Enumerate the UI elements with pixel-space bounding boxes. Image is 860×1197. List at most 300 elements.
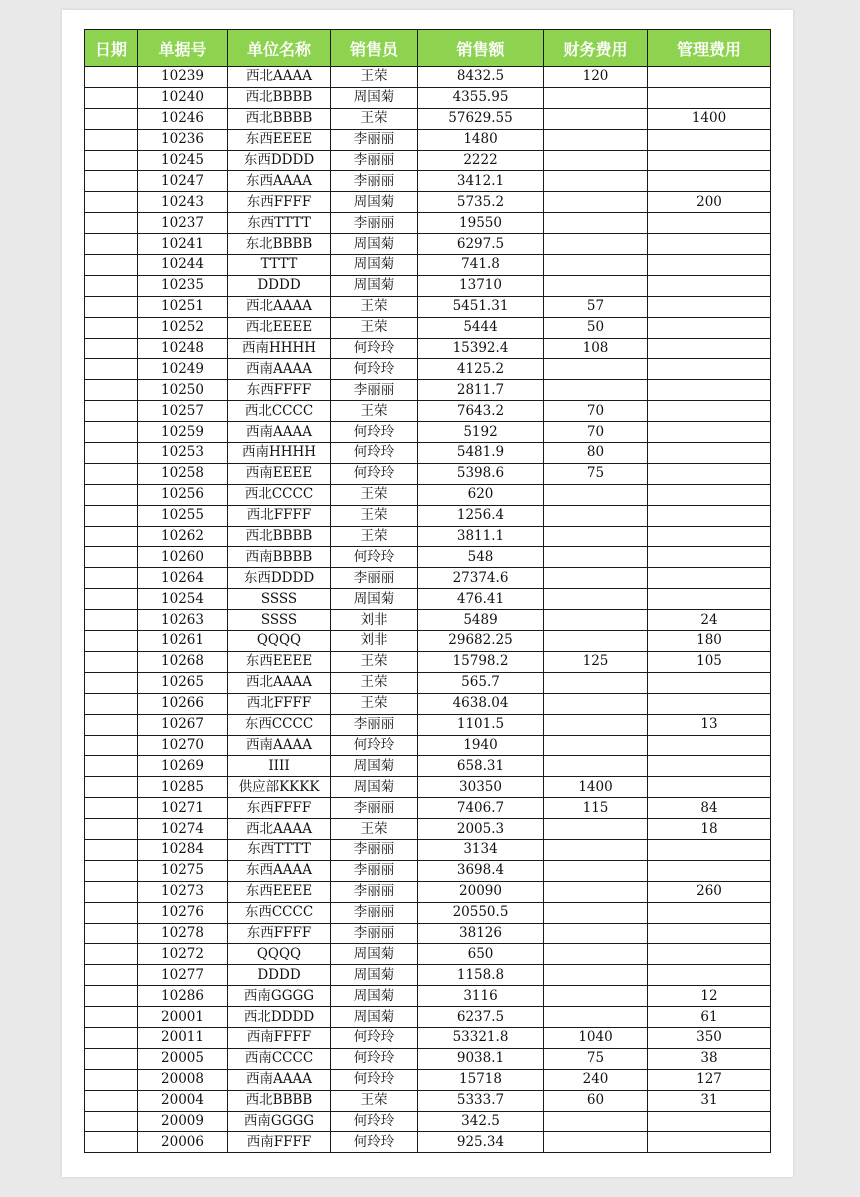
cell-unit-name[interactable]: 东西EEEE — [228, 651, 331, 672]
cell-doc-no[interactable]: 10250 — [138, 380, 228, 401]
cell-doc-no[interactable]: 10235 — [138, 275, 228, 296]
cell-date[interactable] — [85, 484, 138, 505]
cell-admin-cost[interactable] — [648, 380, 771, 401]
cell-sales-amount[interactable]: 15392.4 — [418, 338, 544, 359]
cell-finance-cost[interactable] — [544, 1132, 648, 1153]
cell-salesperson[interactable]: 周国菊 — [331, 986, 418, 1007]
cell-doc-no[interactable]: 10245 — [138, 150, 228, 171]
cell-admin-cost[interactable]: 61 — [648, 1007, 771, 1028]
cell-finance-cost[interactable]: 57 — [544, 296, 648, 317]
cell-salesperson[interactable]: 何玲玲 — [331, 443, 418, 464]
cell-finance-cost[interactable]: 75 — [544, 463, 648, 484]
cell-salesperson[interactable]: 王荣 — [331, 819, 418, 840]
cell-unit-name[interactable]: SSSS — [228, 589, 331, 610]
cell-sales-amount[interactable]: 3134 — [418, 839, 544, 860]
cell-admin-cost[interactable]: 200 — [648, 192, 771, 213]
cell-date[interactable] — [85, 651, 138, 672]
cell-sales-amount[interactable]: 19550 — [418, 213, 544, 234]
cell-doc-no[interactable]: 10255 — [138, 505, 228, 526]
cell-finance-cost[interactable]: 70 — [544, 422, 648, 443]
cell-date[interactable] — [85, 735, 138, 756]
cell-finance-cost[interactable] — [544, 171, 648, 192]
cell-admin-cost[interactable]: 38 — [648, 1048, 771, 1069]
cell-salesperson[interactable]: 李丽丽 — [331, 902, 418, 923]
cell-sales-amount[interactable]: 658.31 — [418, 756, 544, 777]
cell-salesperson[interactable]: 王荣 — [331, 505, 418, 526]
cell-doc-no[interactable]: 10277 — [138, 965, 228, 986]
cell-date[interactable] — [85, 1007, 138, 1028]
cell-date[interactable] — [85, 589, 138, 610]
cell-unit-name[interactable]: 西南CCCC — [228, 1048, 331, 1069]
cell-admin-cost[interactable] — [648, 443, 771, 464]
cell-date[interactable] — [85, 819, 138, 840]
cell-admin-cost[interactable]: 13 — [648, 714, 771, 735]
cell-finance-cost[interactable] — [544, 87, 648, 108]
cell-date[interactable] — [85, 965, 138, 986]
cell-sales-amount[interactable]: 1480 — [418, 129, 544, 150]
cell-date[interactable] — [85, 380, 138, 401]
cell-doc-no[interactable]: 10274 — [138, 819, 228, 840]
cell-unit-name[interactable]: 东西FFFF — [228, 798, 331, 819]
cell-unit-name[interactable]: 西南AAAA — [228, 1069, 331, 1090]
cell-sales-amount[interactable]: 620 — [418, 484, 544, 505]
cell-sales-amount[interactable]: 6297.5 — [418, 234, 544, 255]
cell-doc-no[interactable]: 10236 — [138, 129, 228, 150]
cell-admin-cost[interactable] — [648, 672, 771, 693]
cell-unit-name[interactable]: 西南GGGG — [228, 986, 331, 1007]
cell-salesperson[interactable]: 王荣 — [331, 296, 418, 317]
cell-sales-amount[interactable]: 9038.1 — [418, 1048, 544, 1069]
cell-doc-no[interactable]: 10263 — [138, 610, 228, 631]
cell-unit-name[interactable]: 西南FFFF — [228, 1027, 331, 1048]
cell-sales-amount[interactable]: 5489 — [418, 610, 544, 631]
cell-unit-name[interactable]: TTTT — [228, 255, 331, 276]
cell-unit-name[interactable]: 东西DDDD — [228, 150, 331, 171]
cell-admin-cost[interactable] — [648, 275, 771, 296]
cell-unit-name[interactable]: 东西AAAA — [228, 171, 331, 192]
cell-unit-name[interactable]: 西北CCCC — [228, 484, 331, 505]
cell-date[interactable] — [85, 463, 138, 484]
cell-unit-name[interactable]: 东西FFFF — [228, 380, 331, 401]
cell-salesperson[interactable]: 王荣 — [331, 651, 418, 672]
cell-sales-amount[interactable]: 29682.25 — [418, 631, 544, 652]
cell-finance-cost[interactable]: 120 — [544, 67, 648, 88]
cell-date[interactable] — [85, 923, 138, 944]
cell-doc-no[interactable]: 10254 — [138, 589, 228, 610]
cell-admin-cost[interactable] — [648, 1132, 771, 1153]
cell-salesperson[interactable]: 何玲玲 — [331, 1027, 418, 1048]
cell-sales-amount[interactable]: 20090 — [418, 881, 544, 902]
cell-date[interactable] — [85, 631, 138, 652]
cell-finance-cost[interactable] — [544, 150, 648, 171]
cell-sales-amount[interactable]: 7406.7 — [418, 798, 544, 819]
cell-sales-amount[interactable]: 2005.3 — [418, 819, 544, 840]
cell-doc-no[interactable]: 10273 — [138, 881, 228, 902]
cell-salesperson[interactable]: 李丽丽 — [331, 923, 418, 944]
cell-sales-amount[interactable]: 5192 — [418, 422, 544, 443]
cell-admin-cost[interactable] — [648, 359, 771, 380]
cell-admin-cost[interactable] — [648, 923, 771, 944]
cell-salesperson[interactable]: 何玲玲 — [331, 338, 418, 359]
cell-admin-cost[interactable] — [648, 171, 771, 192]
cell-salesperson[interactable]: 周国菊 — [331, 777, 418, 798]
cell-doc-no[interactable]: 10264 — [138, 568, 228, 589]
cell-doc-no[interactable]: 10253 — [138, 443, 228, 464]
cell-finance-cost[interactable] — [544, 275, 648, 296]
cell-doc-no[interactable]: 10270 — [138, 735, 228, 756]
cell-date[interactable] — [85, 881, 138, 902]
cell-sales-amount[interactable]: 4125.2 — [418, 359, 544, 380]
cell-doc-no[interactable]: 10276 — [138, 902, 228, 923]
cell-finance-cost[interactable] — [544, 234, 648, 255]
cell-sales-amount[interactable]: 38126 — [418, 923, 544, 944]
cell-date[interactable] — [85, 422, 138, 443]
cell-unit-name[interactable]: 西南AAAA — [228, 735, 331, 756]
cell-date[interactable] — [85, 129, 138, 150]
cell-finance-cost[interactable] — [544, 255, 648, 276]
cell-finance-cost[interactable] — [544, 839, 648, 860]
cell-salesperson[interactable]: 王荣 — [331, 693, 418, 714]
cell-finance-cost[interactable]: 70 — [544, 401, 648, 422]
cell-sales-amount[interactable]: 6237.5 — [418, 1007, 544, 1028]
cell-doc-no[interactable]: 10259 — [138, 422, 228, 443]
cell-salesperson[interactable]: 周国菊 — [331, 965, 418, 986]
cell-admin-cost[interactable] — [648, 129, 771, 150]
cell-date[interactable] — [85, 505, 138, 526]
cell-admin-cost[interactable] — [648, 902, 771, 923]
cell-doc-no[interactable]: 10278 — [138, 923, 228, 944]
cell-date[interactable] — [85, 1111, 138, 1132]
cell-date[interactable] — [85, 443, 138, 464]
cell-doc-no[interactable]: 10249 — [138, 359, 228, 380]
cell-admin-cost[interactable]: 24 — [648, 610, 771, 631]
cell-sales-amount[interactable]: 57629.55 — [418, 108, 544, 129]
cell-admin-cost[interactable] — [648, 526, 771, 547]
cell-admin-cost[interactable] — [648, 944, 771, 965]
cell-date[interactable] — [85, 359, 138, 380]
cell-salesperson[interactable]: 何玲玲 — [331, 1048, 418, 1069]
cell-admin-cost[interactable] — [648, 234, 771, 255]
cell-admin-cost[interactable] — [648, 756, 771, 777]
cell-unit-name[interactable]: 西北BBBB — [228, 526, 331, 547]
cell-doc-no[interactable]: 10240 — [138, 87, 228, 108]
cell-finance-cost[interactable] — [544, 1007, 648, 1028]
cell-doc-no[interactable]: 10285 — [138, 777, 228, 798]
cell-salesperson[interactable]: 何玲玲 — [331, 463, 418, 484]
cell-doc-no[interactable]: 10251 — [138, 296, 228, 317]
cell-sales-amount[interactable]: 30350 — [418, 777, 544, 798]
cell-date[interactable] — [85, 401, 138, 422]
cell-unit-name[interactable]: 西南BBBB — [228, 547, 331, 568]
cell-sales-amount[interactable]: 342.5 — [418, 1111, 544, 1132]
cell-salesperson[interactable]: 王荣 — [331, 67, 418, 88]
cell-doc-no[interactable]: 10265 — [138, 672, 228, 693]
cell-unit-name[interactable]: 供应部KKKK — [228, 777, 331, 798]
cell-admin-cost[interactable] — [648, 505, 771, 526]
cell-admin-cost[interactable]: 180 — [648, 631, 771, 652]
cell-date[interactable] — [85, 1132, 138, 1153]
header-doc-no[interactable]: 单据号 — [138, 30, 228, 67]
cell-salesperson[interactable]: 李丽丽 — [331, 129, 418, 150]
cell-doc-no[interactable]: 20011 — [138, 1027, 228, 1048]
cell-sales-amount[interactable]: 15718 — [418, 1069, 544, 1090]
cell-sales-amount[interactable]: 3811.1 — [418, 526, 544, 547]
cell-doc-no[interactable]: 20001 — [138, 1007, 228, 1028]
cell-sales-amount[interactable]: 1940 — [418, 735, 544, 756]
cell-finance-cost[interactable] — [544, 610, 648, 631]
cell-sales-amount[interactable]: 548 — [418, 547, 544, 568]
cell-sales-amount[interactable]: 476.41 — [418, 589, 544, 610]
cell-unit-name[interactable]: 东西CCCC — [228, 714, 331, 735]
cell-sales-amount[interactable]: 4638.04 — [418, 693, 544, 714]
cell-sales-amount[interactable]: 53321.8 — [418, 1027, 544, 1048]
cell-finance-cost[interactable]: 1040 — [544, 1027, 648, 1048]
cell-finance-cost[interactable] — [544, 213, 648, 234]
cell-sales-amount[interactable]: 1256.4 — [418, 505, 544, 526]
cell-unit-name[interactable]: 东西TTTT — [228, 213, 331, 234]
cell-salesperson[interactable]: 李丽丽 — [331, 213, 418, 234]
cell-doc-no[interactable]: 10262 — [138, 526, 228, 547]
cell-admin-cost[interactable] — [648, 1111, 771, 1132]
cell-admin-cost[interactable] — [648, 338, 771, 359]
cell-date[interactable] — [85, 798, 138, 819]
cell-admin-cost[interactable]: 105 — [648, 651, 771, 672]
cell-unit-name[interactable]: SSSS — [228, 610, 331, 631]
cell-finance-cost[interactable]: 1400 — [544, 777, 648, 798]
cell-finance-cost[interactable] — [544, 986, 648, 1007]
cell-admin-cost[interactable]: 12 — [648, 986, 771, 1007]
cell-date[interactable] — [85, 275, 138, 296]
cell-salesperson[interactable]: 王荣 — [331, 401, 418, 422]
cell-unit-name[interactable]: 西北AAAA — [228, 296, 331, 317]
cell-salesperson[interactable]: 周国菊 — [331, 589, 418, 610]
cell-admin-cost[interactable] — [648, 777, 771, 798]
cell-sales-amount[interactable]: 5451.31 — [418, 296, 544, 317]
cell-sales-amount[interactable]: 3412.1 — [418, 171, 544, 192]
header-finance-cost[interactable]: 财务费用 — [544, 30, 648, 67]
cell-doc-no[interactable]: 10241 — [138, 234, 228, 255]
cell-salesperson[interactable]: 周国菊 — [331, 87, 418, 108]
cell-sales-amount[interactable]: 8432.5 — [418, 67, 544, 88]
cell-date[interactable] — [85, 171, 138, 192]
cell-salesperson[interactable]: 李丽丽 — [331, 714, 418, 735]
cell-date[interactable] — [85, 1048, 138, 1069]
cell-unit-name[interactable]: 东西AAAA — [228, 860, 331, 881]
header-salesperson[interactable]: 销售员 — [331, 30, 418, 67]
header-date[interactable]: 日期 — [85, 30, 138, 67]
cell-salesperson[interactable]: 王荣 — [331, 484, 418, 505]
cell-salesperson[interactable]: 刘非 — [331, 631, 418, 652]
cell-doc-no[interactable]: 20006 — [138, 1132, 228, 1153]
cell-unit-name[interactable]: 西北BBBB — [228, 1090, 331, 1111]
cell-finance-cost[interactable] — [544, 589, 648, 610]
cell-unit-name[interactable]: 东西EEEE — [228, 129, 331, 150]
cell-doc-no[interactable]: 10261 — [138, 631, 228, 652]
cell-finance-cost[interactable]: 108 — [544, 338, 648, 359]
cell-date[interactable] — [85, 986, 138, 1007]
cell-admin-cost[interactable] — [648, 213, 771, 234]
cell-unit-name[interactable]: 西北FFFF — [228, 505, 331, 526]
cell-admin-cost[interactable] — [648, 547, 771, 568]
cell-date[interactable] — [85, 610, 138, 631]
cell-salesperson[interactable]: 何玲玲 — [331, 1132, 418, 1153]
cell-salesperson[interactable]: 何玲玲 — [331, 547, 418, 568]
cell-date[interactable] — [85, 234, 138, 255]
cell-doc-no[interactable]: 20008 — [138, 1069, 228, 1090]
cell-salesperson[interactable]: 周国菊 — [331, 234, 418, 255]
cell-sales-amount[interactable]: 3116 — [418, 986, 544, 1007]
cell-salesperson[interactable]: 周国菊 — [331, 1007, 418, 1028]
cell-sales-amount[interactable]: 925.34 — [418, 1132, 544, 1153]
cell-finance-cost[interactable] — [544, 568, 648, 589]
cell-doc-no[interactable]: 10266 — [138, 693, 228, 714]
cell-unit-name[interactable]: 西南FFFF — [228, 1132, 331, 1153]
cell-salesperson[interactable]: 周国菊 — [331, 275, 418, 296]
cell-doc-no[interactable]: 10275 — [138, 860, 228, 881]
cell-unit-name[interactable]: QQQQ — [228, 944, 331, 965]
cell-finance-cost[interactable] — [544, 819, 648, 840]
cell-salesperson[interactable]: 何玲玲 — [331, 1111, 418, 1132]
cell-date[interactable] — [85, 526, 138, 547]
cell-sales-amount[interactable]: 3698.4 — [418, 860, 544, 881]
cell-unit-name[interactable]: DDDD — [228, 965, 331, 986]
cell-salesperson[interactable]: 王荣 — [331, 317, 418, 338]
cell-date[interactable] — [85, 108, 138, 129]
cell-finance-cost[interactable] — [544, 1111, 648, 1132]
cell-admin-cost[interactable] — [648, 87, 771, 108]
cell-unit-name[interactable]: 西南HHHH — [228, 338, 331, 359]
cell-admin-cost[interactable] — [648, 839, 771, 860]
cell-admin-cost[interactable]: 31 — [648, 1090, 771, 1111]
cell-sales-amount[interactable]: 741.8 — [418, 255, 544, 276]
cell-finance-cost[interactable]: 60 — [544, 1090, 648, 1111]
cell-finance-cost[interactable]: 240 — [544, 1069, 648, 1090]
cell-admin-cost[interactable] — [648, 67, 771, 88]
cell-doc-no[interactable]: 20004 — [138, 1090, 228, 1111]
cell-doc-no[interactable]: 10271 — [138, 798, 228, 819]
cell-finance-cost[interactable] — [544, 881, 648, 902]
cell-sales-amount[interactable]: 2222 — [418, 150, 544, 171]
cell-unit-name[interactable]: 西北EEEE — [228, 317, 331, 338]
cell-unit-name[interactable]: 东西TTTT — [228, 839, 331, 860]
cell-doc-no[interactable]: 10267 — [138, 714, 228, 735]
cell-sales-amount[interactable]: 7643.2 — [418, 401, 544, 422]
cell-unit-name[interactable]: 西北DDDD — [228, 1007, 331, 1028]
cell-unit-name[interactable]: 西北CCCC — [228, 401, 331, 422]
cell-unit-name[interactable]: DDDD — [228, 275, 331, 296]
cell-sales-amount[interactable]: 650 — [418, 944, 544, 965]
cell-date[interactable] — [85, 756, 138, 777]
cell-doc-no[interactable]: 10269 — [138, 756, 228, 777]
cell-unit-name[interactable]: 东西FFFF — [228, 923, 331, 944]
cell-admin-cost[interactable] — [648, 589, 771, 610]
cell-doc-no[interactable]: 10237 — [138, 213, 228, 234]
cell-doc-no[interactable]: 20005 — [138, 1048, 228, 1069]
cell-sales-amount[interactable]: 4355.95 — [418, 87, 544, 108]
cell-salesperson[interactable]: 周国菊 — [331, 255, 418, 276]
cell-admin-cost[interactable] — [648, 965, 771, 986]
cell-admin-cost[interactable] — [648, 568, 771, 589]
cell-date[interactable] — [85, 944, 138, 965]
cell-salesperson[interactable]: 何玲玲 — [331, 1069, 418, 1090]
cell-salesperson[interactable]: 王荣 — [331, 672, 418, 693]
cell-admin-cost[interactable] — [648, 317, 771, 338]
cell-sales-amount[interactable]: 5398.6 — [418, 463, 544, 484]
cell-salesperson[interactable]: 王荣 — [331, 526, 418, 547]
header-admin-cost[interactable]: 管理费用 — [648, 30, 771, 67]
cell-finance-cost[interactable] — [544, 108, 648, 129]
cell-doc-no[interactable]: 10246 — [138, 108, 228, 129]
cell-unit-name[interactable]: 西北AAAA — [228, 672, 331, 693]
cell-unit-name[interactable]: 西南GGGG — [228, 1111, 331, 1132]
cell-admin-cost[interactable]: 260 — [648, 881, 771, 902]
cell-doc-no[interactable]: 10244 — [138, 255, 228, 276]
cell-salesperson[interactable]: 周国菊 — [331, 192, 418, 213]
cell-date[interactable] — [85, 67, 138, 88]
cell-admin-cost[interactable] — [648, 401, 771, 422]
cell-admin-cost[interactable] — [648, 484, 771, 505]
header-sales-amount[interactable]: 销售额 — [418, 30, 544, 67]
cell-date[interactable] — [85, 296, 138, 317]
cell-doc-no[interactable]: 10286 — [138, 986, 228, 1007]
cell-date[interactable] — [85, 547, 138, 568]
cell-finance-cost[interactable] — [544, 484, 648, 505]
cell-admin-cost[interactable] — [648, 150, 771, 171]
cell-finance-cost[interactable]: 50 — [544, 317, 648, 338]
cell-sales-amount[interactable]: 27374.6 — [418, 568, 544, 589]
cell-unit-name[interactable]: 东西DDDD — [228, 568, 331, 589]
cell-salesperson[interactable]: 李丽丽 — [331, 171, 418, 192]
cell-date[interactable] — [85, 213, 138, 234]
cell-date[interactable] — [85, 317, 138, 338]
cell-date[interactable] — [85, 672, 138, 693]
cell-admin-cost[interactable] — [648, 735, 771, 756]
cell-admin-cost[interactable] — [648, 463, 771, 484]
cell-date[interactable] — [85, 1090, 138, 1111]
cell-admin-cost[interactable]: 1400 — [648, 108, 771, 129]
cell-unit-name[interactable]: 西南AAAA — [228, 422, 331, 443]
cell-finance-cost[interactable]: 125 — [544, 651, 648, 672]
cell-unit-name[interactable]: IIII — [228, 756, 331, 777]
cell-doc-no[interactable]: 10258 — [138, 463, 228, 484]
cell-finance-cost[interactable]: 75 — [544, 1048, 648, 1069]
cell-salesperson[interactable]: 王荣 — [331, 108, 418, 129]
cell-finance-cost[interactable]: 115 — [544, 798, 648, 819]
cell-sales-amount[interactable]: 15798.2 — [418, 651, 544, 672]
cell-admin-cost[interactable] — [648, 255, 771, 276]
cell-date[interactable] — [85, 839, 138, 860]
cell-unit-name[interactable]: 东西CCCC — [228, 902, 331, 923]
cell-finance-cost[interactable] — [544, 631, 648, 652]
cell-salesperson[interactable]: 刘非 — [331, 610, 418, 631]
cell-date[interactable] — [85, 338, 138, 359]
cell-date[interactable] — [85, 192, 138, 213]
cell-salesperson[interactable]: 李丽丽 — [331, 881, 418, 902]
cell-sales-amount[interactable]: 1101.5 — [418, 714, 544, 735]
cell-date[interactable] — [85, 693, 138, 714]
cell-finance-cost[interactable] — [544, 129, 648, 150]
cell-date[interactable] — [85, 860, 138, 881]
cell-finance-cost[interactable] — [544, 693, 648, 714]
cell-salesperson[interactable]: 李丽丽 — [331, 568, 418, 589]
cell-salesperson[interactable]: 李丽丽 — [331, 380, 418, 401]
cell-doc-no[interactable]: 10257 — [138, 401, 228, 422]
cell-finance-cost[interactable] — [544, 672, 648, 693]
cell-unit-name[interactable]: 西北BBBB — [228, 87, 331, 108]
cell-unit-name[interactable]: 西北BBBB — [228, 108, 331, 129]
cell-salesperson[interactable]: 何玲玲 — [331, 359, 418, 380]
cell-unit-name[interactable]: 西北AAAA — [228, 67, 331, 88]
